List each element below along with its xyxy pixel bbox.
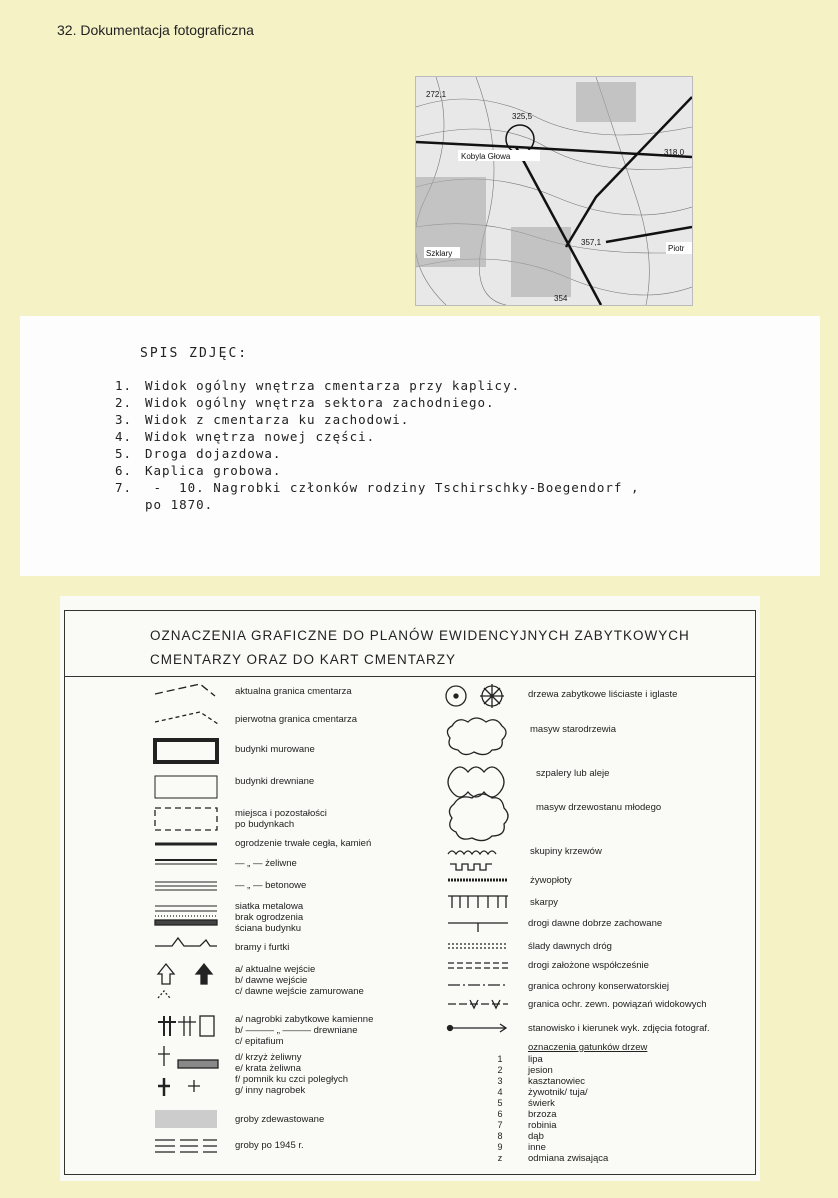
species-num: 4 <box>497 1087 503 1097</box>
legend-label: skarpy <box>530 897 558 908</box>
legend-label: siatka metalowa brak ogrodzenia ściana budynku <box>235 901 304 934</box>
photo-list <box>115 378 640 514</box>
map-label: Szklary <box>426 249 453 258</box>
legend-label: skupiny krzewów <box>530 846 602 857</box>
legend-symbols <box>60 596 760 1181</box>
list-item: 4. Widok wnętrza nowej części. <box>115 429 376 444</box>
legend-label: a/ aktualne wejście b/ dawne wejście c/ dawne wejście zamurowane <box>235 964 364 997</box>
legend-title: OZNACZENIA GRAFICZNE DO PLANÓW EWIDENCYJNYCH ZABYTKOWYCH CMENTARZY ORAZ DO KART CMENTARZY <box>150 628 690 667</box>
species-num: 8 <box>497 1131 503 1141</box>
legend-label: granica ochr. zewn. powiązań widokowych <box>528 999 707 1010</box>
page-header: 32. Dokumentacja fotograficzna <box>57 22 254 38</box>
legend-label: szpalery lub aleje <box>536 768 610 779</box>
map-label: 325,5 <box>512 112 533 121</box>
legend-label: ślady dawnych dróg <box>528 941 612 952</box>
species-name: brzoza <box>528 1109 557 1120</box>
photo-list-card <box>20 316 820 576</box>
legend-label: masyw drzewostanu młodego <box>536 802 662 813</box>
species-name: kasztanowiec <box>528 1076 586 1087</box>
species-name: robinia <box>528 1120 557 1131</box>
species-num: 1 <box>497 1054 503 1064</box>
legend-sheet <box>60 596 760 1181</box>
list-item: 2. Widok ogólny wnętrza sektora zachodniego. <box>115 395 495 410</box>
legend-label: budynki drewniane <box>235 776 315 787</box>
map-drawing <box>416 77 692 305</box>
species-num: 3 <box>497 1076 503 1086</box>
species-name: jesion <box>528 1065 553 1076</box>
legend-label: — „ — żeliwne <box>235 858 297 869</box>
species-name: świerk <box>528 1098 555 1109</box>
legend-label: budynki murowane <box>235 744 315 755</box>
map-label: 272,1 <box>426 90 447 99</box>
species-name: odmiana zwisająca <box>528 1153 609 1164</box>
list-item: 7. - 10. Nagrobki członków rodziny Tschirschky-Boegendorf , <box>115 480 640 495</box>
species-num: 5 <box>497 1098 503 1108</box>
legend-label: drogi założone współcześnie <box>528 960 649 971</box>
legend-label: — „ — betonowe <box>235 880 307 891</box>
species-num: 6 <box>497 1109 503 1119</box>
legend-label: ogrodzenie trwałe cegła, kamień <box>235 838 372 849</box>
list-item: 5. Droga dojazdowa. <box>115 446 282 461</box>
legend-label: aktualna granica cmentarza <box>235 686 352 697</box>
list-item: 6. Kaplica grobowa. <box>115 463 282 478</box>
list-item: 1. Widok ogólny wnętrza cmentarza przy kaplicy. <box>115 378 521 393</box>
map-label: 357,1 <box>581 238 602 247</box>
legend-label: d/ krzyż żeliwny e/ krata żeliwna f/ pomnik ku czci poległych g/ inny nagrobek <box>235 1052 348 1096</box>
map-label: Kobyla Głowa <box>461 152 511 161</box>
legend-label: drogi dawne dobrze zachowane <box>528 918 663 929</box>
species-num: 2 <box>497 1065 503 1075</box>
species-title: oznaczenia gatunków drzew <box>528 1042 648 1053</box>
list-item: po 1870. <box>145 497 214 512</box>
species-num: 9 <box>497 1142 503 1152</box>
legend-label: stanowisko i kierunek wyk. zdjęcia fotograf. <box>528 1023 710 1034</box>
topographic-map <box>415 76 693 306</box>
map-label: 354 <box>554 294 568 303</box>
legend-label: groby zdewastowane <box>235 1114 325 1125</box>
species-name: żywotnik/ tuja/ <box>528 1087 588 1098</box>
legend-label: miejsca i pozostałości po budynkach <box>235 808 327 830</box>
map-label: 318,0 <box>664 148 685 157</box>
species-name: inne <box>528 1142 546 1153</box>
legend-label: granica ochrony konserwatorskiej <box>528 981 669 992</box>
legend-label: groby po 1945 r. <box>235 1140 304 1151</box>
map-label: Piotr <box>668 244 685 253</box>
legend-label: bramy i furtki <box>235 942 290 953</box>
legend-label: masyw starodrzewia <box>530 724 617 735</box>
species-num: z <box>497 1153 503 1163</box>
list-item: 3. Widok z cmentarza ku zachodowi. <box>115 412 410 427</box>
legend-label: a/ nagrobki zabytkowe kamienne b/ ——— „ ——— drewniane c/ epitafium <box>235 1014 374 1047</box>
photo-list-title: SPIS ZDJĘC: <box>140 346 249 361</box>
legend-label: drzewa zabytkowe liściaste i iglaste <box>528 689 678 700</box>
legend-label: pierwotna granica cmentarza <box>235 714 357 725</box>
species-num: 7 <box>497 1120 503 1130</box>
legend-label: żywopłoty <box>530 875 572 886</box>
species-name: lipa <box>528 1054 543 1065</box>
species-name: dąb <box>528 1131 544 1142</box>
